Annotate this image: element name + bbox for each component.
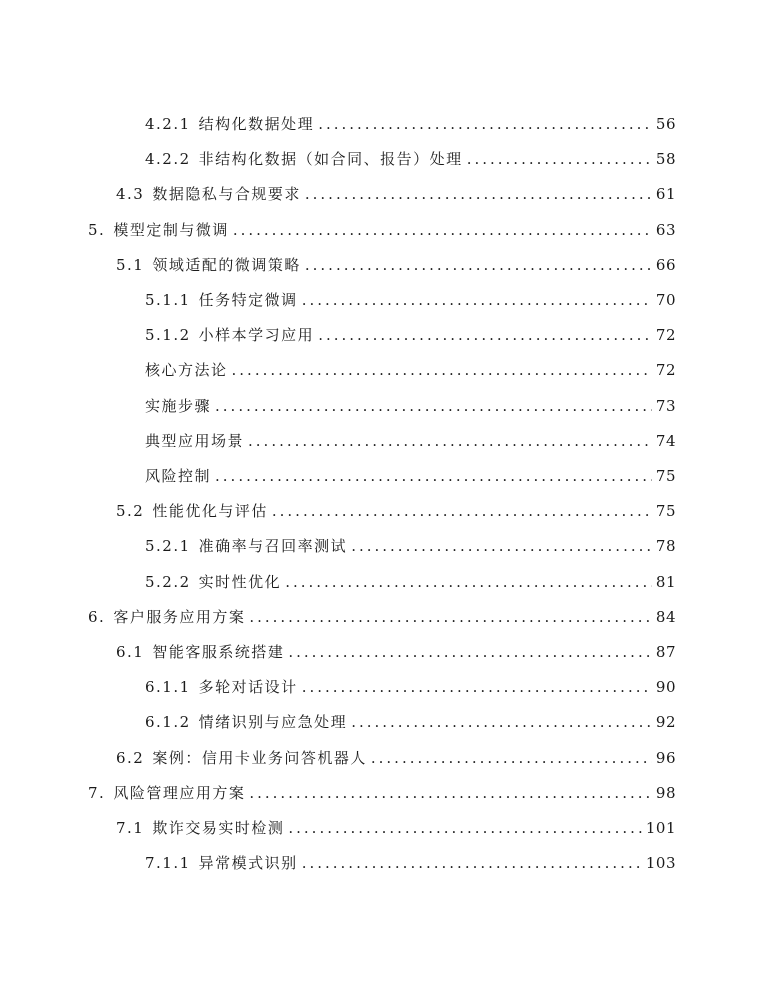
toc-entry[interactable] (116, 255, 676, 275)
toc-entry-title: 典型应用场景 (145, 431, 245, 450)
toc-entry-page-number: 58 (655, 150, 676, 169)
toc-entry-title: 准确率与召回率测试 (198, 537, 348, 556)
dot-leader (302, 290, 652, 310)
toc-entry-number: 7.1 (116, 819, 145, 837)
toc-entry-page-number: 70 (655, 291, 676, 309)
dot-leader (351, 536, 652, 556)
toc-entry[interactable] (116, 501, 676, 521)
dot-leader (233, 220, 652, 240)
toc-entry[interactable] (145, 431, 676, 451)
dot-leader (288, 642, 652, 662)
toc-entry-number: 7.1.1 (145, 854, 191, 873)
toc-entry-number: 6.1 (116, 643, 145, 661)
toc-entry-number: 5.2 (116, 502, 145, 521)
toc-entry-page-number: 72 (655, 326, 676, 345)
toc-entry-page-number: 61 (655, 185, 676, 204)
toc-entry-title: 客户服务应用方案 (113, 607, 246, 626)
toc-entry-page-number: 66 (655, 255, 676, 274)
toc-entry-page-number: 75 (655, 502, 676, 521)
toc-entry-title: 案例：信用卡业务问答机器人 (152, 748, 367, 767)
toc-entry[interactable] (145, 853, 676, 873)
toc-entry-title: 风险控制 (145, 467, 212, 485)
toc-entry[interactable] (145, 536, 676, 556)
toc-entry-title: 实时性优化 (198, 572, 282, 591)
dot-leader (248, 431, 652, 451)
toc-entry-number: 7. (88, 783, 106, 802)
toc-entry[interactable] (145, 325, 676, 345)
toc-entry[interactable] (145, 712, 676, 732)
dot-leader (302, 853, 642, 873)
toc-entry[interactable] (116, 748, 676, 768)
toc-entry-title: 欺诈交易实时检测 (152, 819, 285, 837)
toc-entry-page-number: 90 (655, 678, 676, 697)
toc-entry-page-number: 92 (655, 713, 676, 732)
toc-entry[interactable] (145, 572, 676, 592)
toc-entry-title: 非结构化数据（如合同、报告）处理 (198, 150, 463, 169)
dot-leader (318, 114, 652, 134)
toc-entry-title: 小样本学习应用 (198, 326, 315, 345)
toc-entry[interactable] (145, 466, 676, 486)
toc-entry-page-number: 87 (655, 643, 676, 661)
toc-entry-title: 数据隐私与合规要求 (152, 185, 301, 204)
toc-entry-number: 5.1 (116, 255, 145, 274)
toc-entry-page-number: 56 (655, 115, 676, 133)
toc-entry-page-number: 74 (655, 431, 676, 450)
toc-entry[interactable] (145, 114, 676, 134)
toc-entry-title: 任务特定微调 (198, 291, 298, 309)
toc-entry[interactable] (145, 290, 676, 310)
dot-leader (272, 501, 652, 521)
dot-leader (285, 572, 652, 592)
dot-leader (305, 255, 652, 275)
toc-entry-title: 性能优化与评估 (152, 502, 268, 521)
toc-entry[interactable] (145, 149, 676, 169)
toc-entry[interactable] (145, 677, 676, 697)
toc-entry-number: 5.1.2 (145, 326, 191, 345)
toc-entry-page-number: 101 (645, 819, 676, 837)
dot-leader (249, 607, 652, 627)
toc-entry-number: 6. (88, 607, 106, 626)
toc-entry-title: 领域适配的微调策略 (152, 255, 301, 274)
toc-entry-title: 多轮对话设计 (198, 678, 298, 697)
toc-entry-number: 5.1.1 (145, 291, 191, 309)
toc-entry-page-number: 75 (655, 467, 676, 485)
toc-entry-page-number: 98 (655, 783, 676, 802)
toc-entry-page-number: 73 (655, 396, 676, 415)
toc-entry-title: 异常模式识别 (198, 854, 298, 873)
toc-entry[interactable] (145, 396, 676, 416)
toc-entry-page-number: 81 (655, 572, 676, 591)
toc-entry[interactable] (88, 220, 676, 240)
toc-entry-page-number: 72 (655, 361, 676, 380)
toc-entry-page-number: 63 (655, 220, 676, 239)
dot-leader (305, 184, 652, 204)
toc-entry-number: 6.1.2 (145, 713, 191, 732)
dot-leader (318, 325, 652, 345)
toc-entry[interactable] (116, 184, 676, 204)
toc-entry-title: 核心方法论 (145, 361, 228, 380)
toc-entry-number: 5.2.1 (145, 537, 191, 556)
toc-entry-number: 4.2.2 (145, 150, 191, 169)
toc-entry[interactable] (88, 607, 676, 627)
toc-entry-number: 5.2.2 (145, 572, 191, 591)
toc-entry[interactable] (116, 818, 676, 838)
dot-leader (288, 818, 641, 838)
dot-leader (467, 149, 652, 169)
dot-leader (249, 783, 652, 803)
toc-entry-page-number: 96 (655, 748, 676, 767)
toc-entry-number: 4.2.1 (145, 115, 191, 133)
toc-entry-title: 智能客服系统搭建 (152, 643, 285, 661)
toc-entry-page-number: 84 (655, 607, 676, 626)
dot-leader (351, 712, 652, 732)
toc-entry-title: 风险管理应用方案 (113, 783, 246, 802)
dot-leader (215, 466, 652, 486)
toc-entry-number: 5. (88, 220, 106, 239)
dot-leader (371, 748, 652, 768)
toc-entry[interactable] (145, 360, 676, 380)
dot-leader (302, 677, 652, 697)
toc-entry-page-number: 78 (655, 537, 676, 556)
toc-entry-number: 6.1.1 (145, 678, 191, 697)
dot-leader (232, 360, 652, 380)
toc-entry[interactable] (116, 642, 676, 662)
toc-entry[interactable] (88, 783, 676, 803)
toc-entry-title: 模型定制与微调 (113, 220, 229, 239)
toc-entry-number: 4.3 (116, 185, 145, 204)
toc-entry-number: 6.2 (116, 748, 145, 767)
toc-entry-title: 结构化数据处理 (198, 115, 315, 133)
dot-leader (215, 396, 652, 416)
toc-entry-title: 实施步骤 (145, 396, 212, 415)
toc-entry-page-number: 103 (645, 854, 676, 873)
toc-entry-title: 情绪识别与应急处理 (198, 713, 348, 732)
